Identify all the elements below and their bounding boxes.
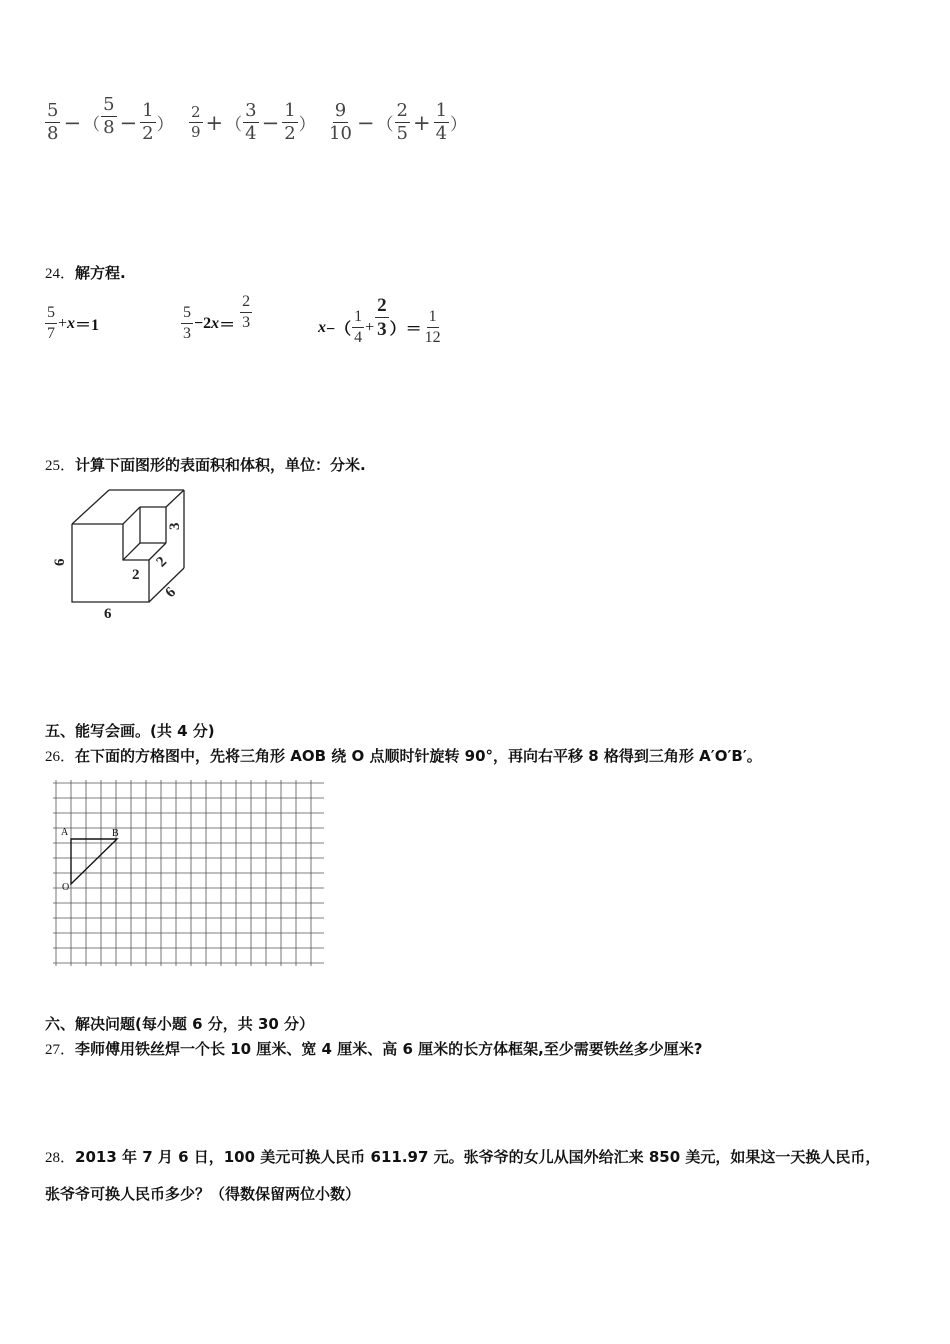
question-26-title: 26．在下面的方格图中，先将三角形 AOB 绕 O 点顺时针旋转 90°，再向右平移 8 格得到三角形 A′O′B′。	[45, 747, 762, 765]
q24-equation-1: $\frac{5}{7}$ + x ＝1	[47, 304, 100, 342]
fraction: $\frac{2}{9}$	[191, 103, 201, 141]
q24-equation-2: $\frac{5}{3}$ −2 x ＝ $\frac{2}{3}$	[183, 293, 251, 342]
question-25-title: 25．计算下面图形的表面积和体积，单位：分米.	[45, 456, 366, 474]
fraction: $\frac{1}{2}$	[142, 100, 154, 144]
question-28-line-2: 张爷爷可换人民币多少？（得数保留两位小数）	[45, 1185, 361, 1203]
question-28-line-1: 28．2013 年 7 月 6 日，100 美元可换人民币 611.97 元。张爷爷的女儿从国外给汇来 850 美元，如果这一天换人民币，	[45, 1148, 881, 1166]
fraction: $\frac{1}{2}$	[284, 100, 296, 144]
figure-front-face	[72, 524, 149, 602]
label-notch-height: 3	[167, 522, 183, 530]
section-5-heading: 五、能写会画。(共 4 分)	[45, 722, 215, 740]
label-notch-depth: 2	[153, 553, 171, 571]
q23-expression-2: $\frac{2}{9}$ + （ $\frac{3}{4}$ − $\frac{1}{2}$ ）	[191, 100, 316, 144]
fraction: $\frac{2}{3}$	[242, 293, 251, 331]
label-left: 6	[52, 558, 68, 566]
label-depth: 6	[162, 584, 180, 601]
figure-notch-top-left	[123, 507, 140, 524]
fraction: $\frac{1}{4}$	[435, 100, 448, 144]
fraction: $\frac{5}{8}$	[103, 94, 115, 138]
fraction: $\frac{1}{12}$	[424, 308, 441, 346]
q23-expression-1: $\frac{5}{8}$ − （ $\frac{5}{8}$ − $\frac{1}{2}$ ）	[47, 94, 174, 144]
figure-notch-top-right	[166, 490, 184, 507]
triangle-aob	[71, 839, 117, 884]
fraction: $\frac{5}{8}$	[47, 100, 59, 144]
label-notch-width: 2	[132, 567, 140, 583]
notched-cuboid-figure	[50, 480, 200, 625]
point-b-label: B	[112, 828, 119, 839]
point-a-label: A	[61, 827, 69, 838]
q24-equation-3: x −（ $\frac{1}{4}$ + $\frac{2}{3}$ ）＝ $\frac{1}{12}$	[318, 295, 441, 346]
question-27-title: 27．李师傅用铁丝焊一个长 10 厘米、宽 4 厘米、高 6 厘米的长方体框架,至少需要铁丝多少厘米?	[45, 1040, 703, 1058]
fraction: $\frac{3}{4}$	[245, 100, 257, 144]
figure-notch-floor-left	[123, 543, 140, 560]
figure-top-edge-left	[72, 490, 109, 524]
square-grid	[50, 778, 324, 970]
fraction: $\frac{5}{7}$	[47, 304, 55, 342]
point-o-label: O	[62, 882, 70, 893]
question-24-title: 24．解方程.	[45, 264, 126, 282]
fraction: $\frac{2}{3}$	[377, 295, 387, 340]
section-6-heading: 六、解决问题(每小题 6 分，共 30 分）	[45, 1015, 315, 1033]
fraction: $\frac{1}{4}$	[354, 308, 363, 346]
fraction: $\frac{5}{3}$	[183, 304, 191, 342]
fraction: $\frac{2}{5}$	[396, 100, 408, 144]
label-bottom: 6	[104, 606, 112, 622]
q23-expression-3: $\frac{9}{10}$ − （ $\frac{2}{5}$ + $\frac{1}{4}$ ）	[329, 100, 468, 144]
fraction: $\frac{9}{10}$	[329, 100, 352, 144]
